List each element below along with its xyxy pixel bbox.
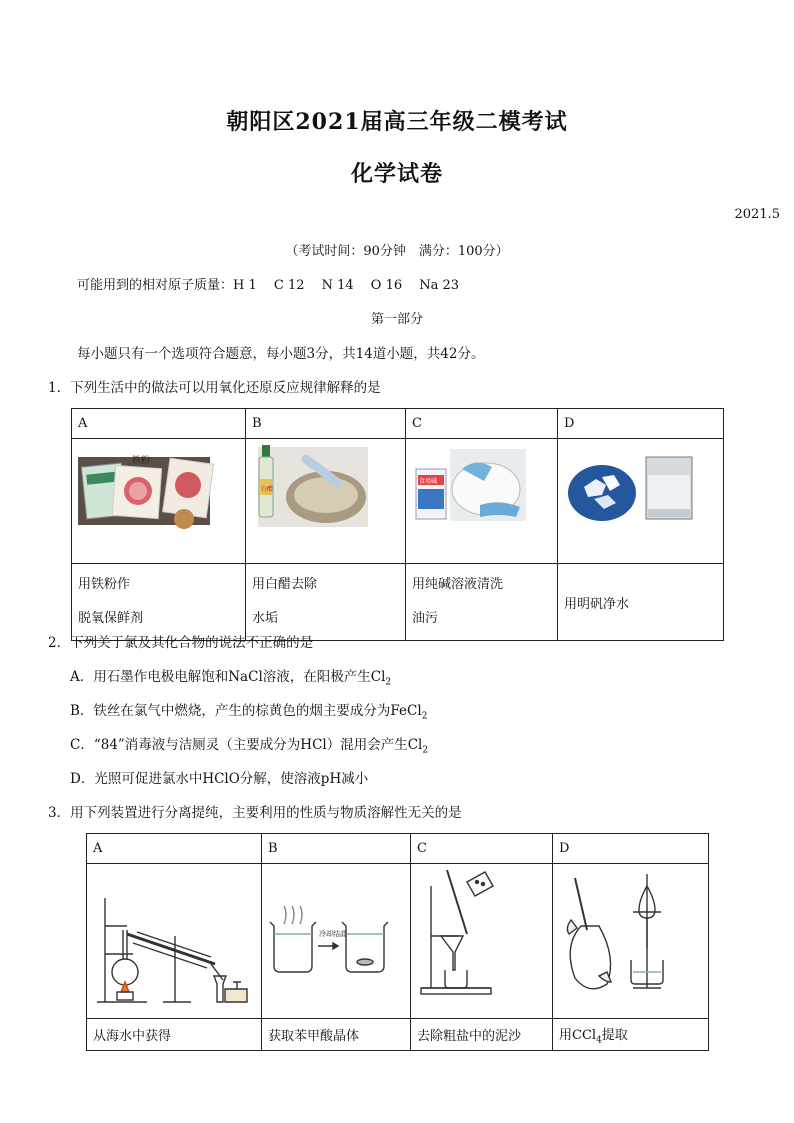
q3-option-b-letter: B — [262, 834, 411, 864]
exam-title: 朝阳区2021届高三年级二模考试 — [226, 109, 568, 135]
q1-option-c-text-line1: 用纯碱溶液清洗 — [412, 577, 504, 592]
q3-option-a-letter: A — [87, 834, 262, 864]
q2-option-c: C．“84”消毒液与洁厕灵（主要成分为HCl）混用会产生$Cl_2$ — [70, 737, 429, 756]
exam-subtitle: 化学试卷 — [350, 161, 443, 187]
q1-option-b-image — [246, 439, 406, 564]
q1-option-a-letter: A — [72, 409, 246, 439]
exam-date: 2021.5 — [734, 207, 780, 222]
q3-option-d-image — [553, 864, 709, 1019]
q2-option-a: A．用石墨作电极电解饱和NaCl溶液，在阳极产生$Cl_2$ — [70, 669, 392, 688]
q3-option-d-caption: 用CCl$_4$提取 — [553, 1019, 709, 1051]
q1-option-a-text-line2: 脱氧保鲜剂 — [78, 611, 144, 626]
q1-option-c-text-line2: 油污 — [412, 611, 439, 626]
q1-option-c-image — [406, 439, 558, 564]
q3-options-table — [86, 833, 709, 1051]
exam-info: （考试时间：90分钟 满分：100分） — [285, 244, 509, 259]
q3-option-c-image — [411, 864, 553, 1019]
q1-stem: 1．下列生活中的做法可以用氧化还原反应规律解释的是 — [48, 380, 381, 396]
q1-option-b-image-text: 白醋 — [261, 486, 274, 493]
q1-options-table — [71, 408, 724, 641]
q1-option-a-image — [72, 439, 246, 564]
q1-option-d-letter: D — [558, 409, 724, 439]
q1-option-c-image-text: 食用碱 — [419, 478, 438, 485]
q3-option-a-caption: 从海水中获得 — [87, 1019, 262, 1051]
q3-option-c-letter: C — [411, 834, 553, 864]
q2-option-d: D．光照可促进氯水中HClO分解，使溶液pH减小 — [70, 771, 369, 787]
q1-option-b-text-line1: 用白醋去除 — [252, 577, 318, 592]
q3-option-b-image-text: 冷却结晶 — [319, 930, 347, 938]
q2-option-b: B．铁丝在氯气中燃烧，产生的棕黄色的烟主要成分为FeCl$_2$ — [70, 703, 428, 722]
q3-option-a-image — [87, 864, 262, 1019]
q3-stem: 3．用下列装置进行分离提纯，主要利用的性质与物质溶解性无关的是 — [48, 805, 462, 821]
q1-option-a-image-text: 铁粉 — [132, 456, 151, 466]
q1-option-b-letter: B — [246, 409, 406, 439]
q3-option-d-letter: D — [553, 834, 709, 864]
q1-option-c-letter: C — [406, 409, 558, 439]
q1-option-b-text-line2: 水垢 — [252, 611, 279, 626]
q1-option-d-text: 用明矾净水 — [558, 564, 724, 641]
atomic-masses: 可能用到的相对原子质量：H 1 C 12 N 14 O 16 Na 23 — [77, 278, 460, 293]
q3-option-c-caption: 去除粗盐中的泥沙 — [411, 1019, 553, 1051]
q2-stem: 2．下列关于氯及其化合物的说法不正确的是 — [48, 635, 314, 651]
q1-option-a-text-line1: 用铁粉作 — [78, 577, 131, 592]
q3-option-b-caption: 获取苯甲酸晶体 — [262, 1019, 411, 1051]
instructions: 每小题只有一个选项符合题意，每小题3分，共14道小题，共42分。 — [77, 346, 485, 362]
section-title: 第一部分 — [370, 312, 423, 327]
q1-option-d-image — [558, 439, 724, 564]
q3-option-b-image — [262, 864, 411, 1019]
